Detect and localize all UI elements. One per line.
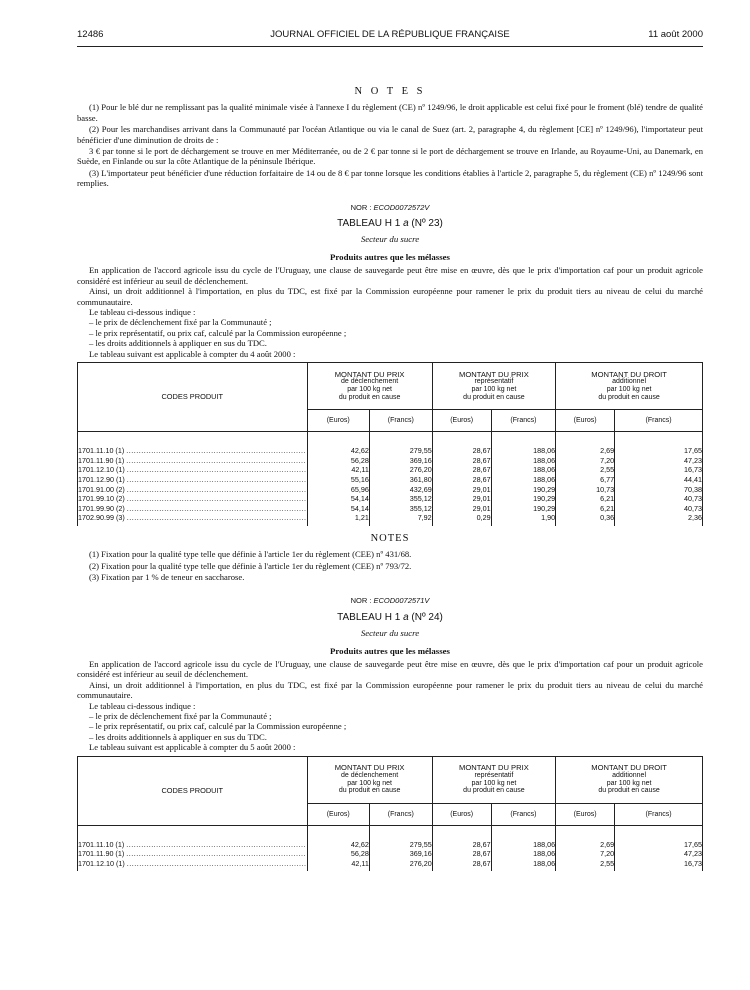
amount-cell: 56,28 — [307, 849, 369, 859]
amount-cell: 40,73 — [615, 504, 703, 514]
header-line: par 100 kg net — [606, 385, 652, 393]
amount-cell: 0,36 — [556, 513, 615, 526]
additional-duty-header — [556, 362, 703, 409]
tableau-suffix: (Nº 24) — [408, 611, 443, 623]
product-code-cell — [78, 456, 308, 466]
table-row — [78, 849, 703, 859]
product-code-cell — [78, 849, 308, 859]
amount-cell: 361,80 — [369, 475, 432, 485]
amount-cell: 188,06 — [491, 475, 556, 485]
amount-cell: 1,21 — [307, 513, 369, 526]
amount-cell: 54,14 — [307, 494, 369, 504]
amount-cell: 42,11 — [307, 859, 369, 872]
amount-cell: 1,90 — [491, 513, 556, 526]
tableau-suffix: (Nº 23) — [408, 218, 443, 230]
amount-cell: 2,69 — [556, 825, 615, 849]
note-item: (2) Fixation pour la qualité type telle que définie à l'article 1er du règlement (CEE) nº 793/72. — [89, 560, 412, 571]
header-line: MONTANT DU PRIX — [459, 369, 529, 379]
francs-header: (Francs) — [369, 409, 432, 431]
header-line: de déclenchement — [341, 772, 399, 779]
note-item: (3) Fixation par 1 % de teneur en saccharose. — [89, 571, 245, 582]
produits-heading: Produits autres que les mélasses — [330, 645, 450, 656]
note-item: (1) Fixation pour la qualité type telle que définie à l'article 1er du règlement (CEE) nº 431/68. — [89, 549, 412, 560]
produits-heading: Produits autres que les mélasses — [330, 251, 450, 262]
francs-header: (Francs) — [615, 409, 703, 431]
product-code: 1701.11.10 (1) ..... — [78, 840, 307, 849]
notes-mid-title: NOTES — [370, 532, 410, 544]
amount-cell: 17,65 — [615, 825, 703, 849]
amount-cell: 16,73 — [615, 465, 703, 475]
amount-cell: 188,06 — [491, 825, 556, 849]
paragraph: En application de l'accord agricole issu du cycle de l'Uruguay, une clause de sauvegarde peut être mise en œuvre, dès que le prix d'importation caf pour un produit agricole considéré est inférieur au seuil de déclenchement. — [77, 658, 703, 680]
tableau-letter: a — [403, 611, 409, 623]
paragraph: Le tableau suivant est applicable à compter du 4 août 2000 : — [89, 348, 296, 359]
header-line: par 100 kg net — [347, 385, 392, 393]
header-line: par 100 kg net — [471, 779, 517, 787]
table-row — [78, 484, 703, 494]
product-code: 1701.12.10 (1) ..... — [78, 859, 307, 868]
header-line: du produit en cause — [463, 393, 525, 401]
amount-cell: 276,20 — [369, 465, 432, 475]
amount-cell: 28,67 — [432, 859, 491, 872]
product-code-cell — [78, 475, 308, 485]
header-line: par 100 kg net — [347, 779, 392, 787]
amount-cell: 188,06 — [491, 465, 556, 475]
francs-header: (Francs) — [491, 409, 556, 431]
amount-cell: 6,77 — [556, 475, 615, 485]
amount-cell: 0,29 — [432, 513, 491, 526]
amount-cell: 42,62 — [307, 431, 369, 455]
header-line: MONTANT DU DROIT — [591, 763, 667, 773]
paragraph: Le tableau ci-dessous indique : — [89, 700, 196, 711]
header-line: du produit en cause — [338, 393, 401, 401]
amount-cell: 47,23 — [615, 849, 703, 859]
trigger-price-header — [307, 756, 432, 803]
paragraph: Le tableau suivant est applicable à compter du 5 août 2000 : — [89, 742, 296, 753]
amount-cell: 28,67 — [432, 431, 491, 455]
header-line: additionnel — [612, 772, 647, 779]
table-row — [78, 456, 703, 466]
amount-cell: 29,01 — [432, 504, 491, 514]
header-rule — [77, 46, 703, 47]
page-number: 12486 — [77, 29, 104, 40]
representative-price-header — [432, 756, 555, 803]
amount-cell: 28,67 — [432, 825, 491, 849]
tableau-title — [77, 219, 703, 229]
product-code: 1701.11.90 (1) ..... — [78, 849, 307, 858]
amount-cell: 28,67 — [432, 456, 491, 466]
amount-cell: 42,11 — [307, 465, 369, 475]
amount-cell: 56,28 — [307, 456, 369, 466]
amount-cell: 7,92 — [369, 513, 432, 526]
product-code: 1701.12.10 (1) ..... — [78, 465, 307, 474]
note-item: (2) Pour les marchandises arrivant dans la Communauté par l'océan Atlantique ou via le canal de Suez (art. 2, paragraphe 4, du règlement [CE] nº 1249/96), l'importateur peut bénéficier d'une diminution de droits de : — [77, 124, 703, 145]
tariff-table-2 — [77, 756, 703, 872]
notes-top — [77, 102, 703, 188]
amount-cell: 70,38 — [615, 484, 703, 494]
amount-cell: 44,41 — [615, 475, 703, 485]
table-row — [78, 431, 703, 455]
header-line: MONTANT DU PRIX — [459, 763, 529, 773]
tariff-table-1 — [77, 362, 703, 526]
paragraph: En application de l'accord agricole issu du cycle de l'Uruguay, une clause de sauvegarde peut être mise en œuvre, dès que le prix d'importation caf pour un produit agricole considéré est inférieur au seuil de déclenchement. — [77, 265, 703, 286]
tableau-title — [77, 613, 703, 623]
amount-cell: 6,21 — [556, 504, 615, 514]
tableau-prefix: TABLEAU H 1 — [337, 218, 404, 230]
document-page — [77, 30, 703, 871]
header-line: du produit en cause — [463, 787, 525, 795]
tableau-letter: a — [403, 218, 409, 230]
header-line: du produit en cause — [598, 393, 660, 401]
amount-cell: 55,16 — [307, 475, 369, 485]
product-code-cell — [78, 859, 308, 872]
product-code: 1701.91.00 (2) ..... — [78, 485, 307, 494]
table-row — [78, 859, 703, 872]
note-item: (3) L'importateur peut bénéficier d'une réduction forfaitaire de 14 ou de 8 € par tonne lorsque les conditions établies à l'article 2, paragraphe 5, du règlement (CE) nº 1249/96 sont remplies. — [77, 167, 703, 189]
secteur-label: Secteur du sucre — [360, 628, 420, 639]
header-line: représentatif — [474, 378, 514, 386]
amount-cell: 2,55 — [556, 859, 615, 872]
amount-cell: 28,67 — [432, 475, 491, 485]
amount-cell: 29,01 — [432, 484, 491, 494]
amount-cell: 279,55 — [369, 825, 432, 849]
euros-header: (Euros) — [432, 803, 491, 825]
amount-cell: 17,65 — [615, 431, 703, 455]
product-code: 1701.11.10 (1) ..... — [78, 446, 307, 455]
product-code: 1701.99.10 (2) ..... — [78, 494, 307, 503]
nor-reference — [77, 203, 703, 213]
product-code: 1702.90.99 (3) ..... — [78, 513, 307, 522]
product-code-cell — [78, 494, 308, 504]
amount-cell: 188,06 — [491, 859, 556, 872]
francs-header: (Francs) — [615, 803, 703, 825]
amount-cell: 7,20 — [556, 849, 615, 859]
codes-header: CODES PRODUIT — [78, 362, 308, 431]
amount-cell: 54,14 — [307, 504, 369, 514]
amount-cell: 6,21 — [556, 494, 615, 504]
header-line: par 100 kg net — [606, 779, 652, 787]
bullet-item: – le prix représentatif, ou prix caf, calculé par la Commission européenne ; — [89, 721, 347, 732]
header-line: par 100 kg net — [471, 385, 517, 393]
table-2-body — [78, 825, 703, 871]
note-item: 3 € par tonne si le port de déchargement se trouve en mer Méditerranée, ou de 2 € par tonne si le port de déchargement se trouve en Irlande, au Royaume-Uni, au Danemark, en Suède, en Finlande ou sur la côte Atlantique de la péninsule Ibérique. — [77, 146, 703, 167]
table-row — [78, 825, 703, 849]
nor-reference — [77, 596, 703, 606]
amount-cell: 16,73 — [615, 859, 703, 872]
bullet-item: – le prix de déclenchement fixé par la Communauté ; — [89, 710, 272, 721]
euros-header: (Euros) — [556, 409, 615, 431]
header-line: MONTANT DU PRIX — [334, 369, 405, 379]
amount-cell: 42,62 — [307, 825, 369, 849]
product-code-cell — [78, 504, 308, 514]
amount-cell: 188,06 — [491, 431, 556, 455]
product-code: 1701.12.90 (1) ..... — [78, 475, 307, 484]
amount-cell: 2,55 — [556, 465, 615, 475]
notes-title: N O T E S — [354, 86, 426, 97]
euros-header: (Euros) — [307, 803, 369, 825]
table-row — [78, 513, 703, 526]
header-line: du produit en cause — [598, 787, 660, 795]
table-1-body — [78, 431, 703, 525]
secteur-label: Secteur du sucre — [360, 234, 420, 245]
amount-cell: 190,29 — [491, 504, 556, 514]
nor-code: ECOD0072572V — [373, 202, 430, 212]
amount-cell: 2,69 — [556, 431, 615, 455]
amount-cell: 188,06 — [491, 849, 556, 859]
page-header — [77, 30, 703, 44]
representative-price-header — [432, 362, 555, 409]
nor-label: NOR : — [350, 596, 374, 606]
table-row — [78, 494, 703, 504]
amount-cell: 279,55 — [369, 431, 432, 455]
product-code: 1701.11.90 (1) ..... — [78, 456, 307, 465]
euros-header: (Euros) — [307, 409, 369, 431]
francs-header: (Francs) — [369, 803, 432, 825]
product-code-cell — [78, 431, 308, 455]
amount-cell: 28,67 — [432, 465, 491, 475]
product-code-cell — [78, 513, 308, 526]
amount-cell: 432,69 — [369, 484, 432, 494]
nor-label: NOR : — [350, 202, 374, 212]
amount-cell: 355,12 — [369, 504, 432, 514]
paragraph: Ainsi, un droit additionnel à l'importation, en plus du TDC, est fixé par la Commission européenne pour ramener le prix du produit tiers au niveau de celui du marché communautaire. — [77, 679, 703, 701]
francs-header: (Francs) — [491, 803, 556, 825]
amount-cell: 369,16 — [369, 849, 432, 859]
euros-header: (Euros) — [432, 409, 491, 431]
header-line: de déclenchement — [341, 378, 399, 386]
product-code-cell — [78, 825, 308, 849]
bullet-item: – les droits additionnels à appliquer en sus du TDC. — [89, 731, 267, 742]
amount-cell: 40,73 — [615, 494, 703, 504]
header-line: du produit en cause — [338, 787, 401, 795]
amount-cell: 188,06 — [491, 456, 556, 466]
amount-cell: 65,96 — [307, 484, 369, 494]
amount-cell: 2,36 — [615, 513, 703, 526]
amount-cell: 10,73 — [556, 484, 615, 494]
nor-code: ECOD0072571V — [373, 596, 430, 606]
tableau-prefix: TABLEAU H 1 — [337, 611, 404, 623]
amount-cell: 29,01 — [432, 494, 491, 504]
header-line: représentatif — [474, 772, 514, 779]
product-code-cell — [78, 484, 308, 494]
table-row — [78, 465, 703, 475]
euros-header: (Euros) — [556, 803, 615, 825]
table-row — [78, 504, 703, 514]
note-item: (1) Pour le blé dur ne remplissant pas la qualité minimale visée à l'annexe I du règlement (CE) nº 1249/96, le droit applicable est celui fixé pour le froment (blé) tendre de qualité basse. — [77, 102, 703, 123]
trigger-price-header — [307, 362, 432, 409]
bullet-item: – le prix de déclenchement fixé par la Communauté ; — [89, 317, 272, 328]
amount-cell: 28,67 — [432, 849, 491, 859]
table-row — [78, 475, 703, 485]
bullet-item: – le prix représentatif, ou prix caf, calculé par la Commission européenne ; — [89, 327, 347, 338]
paragraph: Ainsi, un droit additionnel à l'importation, en plus du TDC, est fixé par la Commission européenne pour ramener le prix du produit tiers au niveau de celui du marché communautaire. — [77, 286, 703, 307]
amount-cell: 190,29 — [491, 484, 556, 494]
additional-duty-header — [556, 756, 703, 803]
product-code: 1701.99.90 (2) ..... — [78, 504, 307, 513]
paragraph: Le tableau ci-dessous indique : — [89, 306, 196, 317]
issue-date: 11 août 2000 — [648, 29, 703, 40]
amount-cell: 369,16 — [369, 456, 432, 466]
header-line: MONTANT DU PRIX — [334, 763, 405, 773]
bullet-item: – les droits additionnels à appliquer en sus du TDC. — [89, 338, 267, 349]
header-line: additionnel — [612, 378, 647, 386]
amount-cell: 7,20 — [556, 456, 615, 466]
codes-header: CODES PRODUIT — [78, 756, 308, 825]
amount-cell: 355,12 — [369, 494, 432, 504]
amount-cell: 47,23 — [615, 456, 703, 466]
header-line: MONTANT DU DROIT — [591, 369, 667, 379]
product-code-cell — [78, 465, 308, 475]
journal-title: JOURNAL OFFICIEL DE LA RÉPUBLIQUE FRANÇAISE — [270, 29, 510, 40]
amount-cell: 190,29 — [491, 494, 556, 504]
amount-cell: 276,20 — [369, 859, 432, 872]
